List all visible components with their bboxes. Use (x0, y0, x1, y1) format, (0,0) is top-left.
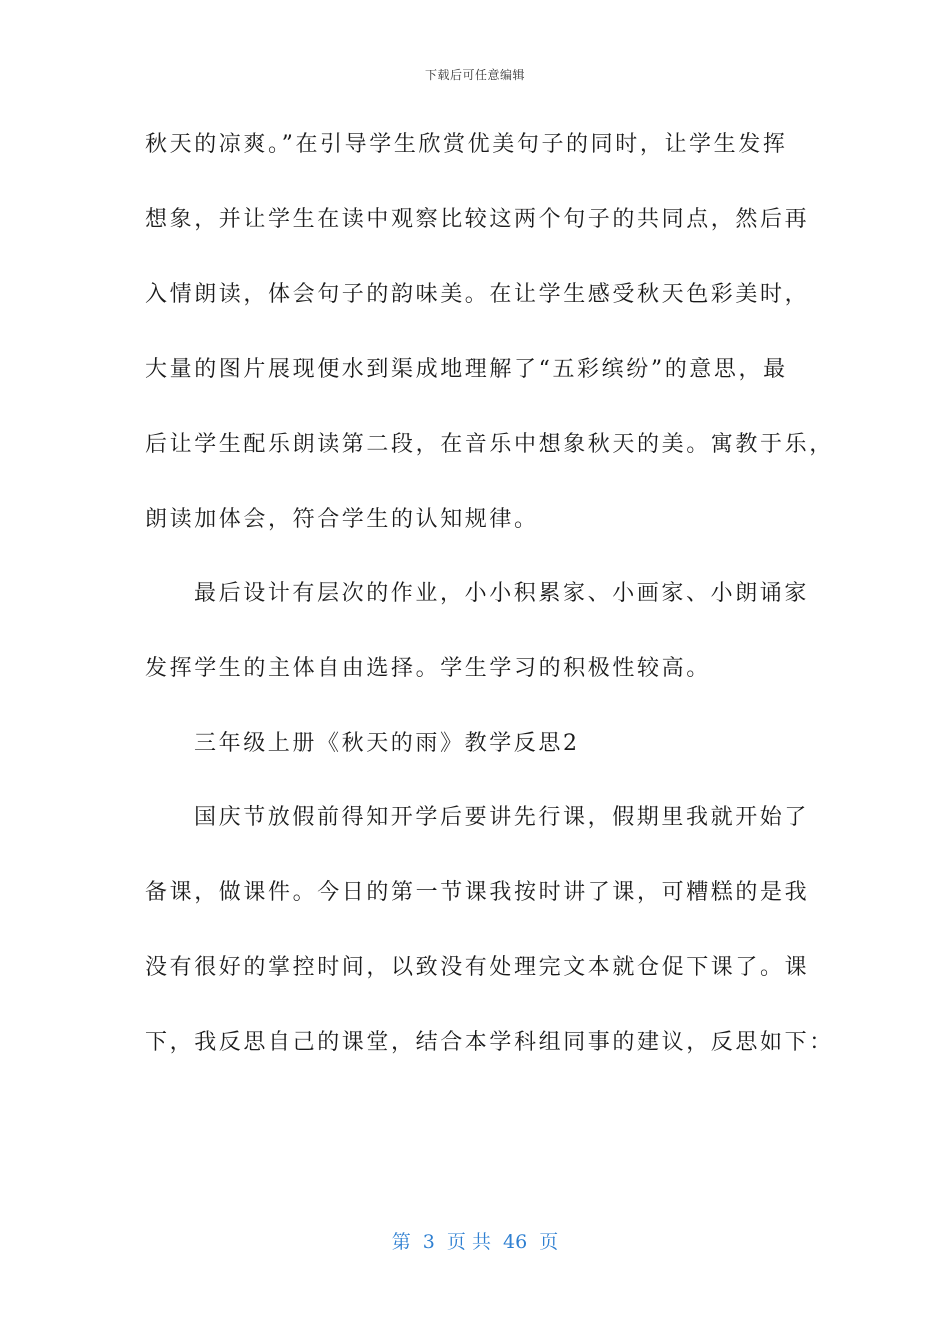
footer-total-pages: 46 (503, 1231, 528, 1253)
body-line: 发挥学生的主体自由选择。学生学习的积极性较高。 (145, 656, 711, 681)
body-line: 后让学生配乐朗读第二段，在音乐中想象秋天的美。寓教于乐， (145, 432, 834, 457)
footer-label-of: 页 共 (446, 1231, 491, 1253)
body-line: 大量的图片展现便水到渠成地理解了“五彩缤纷”的意思，最 (145, 357, 788, 382)
body-line: 国庆节放假前得知开学后要讲先行课，假期里我就开始了 (194, 805, 810, 830)
footer-current-page: 3 (422, 1231, 435, 1253)
footer-label-pages: 页 (539, 1231, 559, 1253)
page-header-note: 下载后可任意编辑 (424, 68, 525, 82)
body-line: 下，我反思自己的课堂，结合本学科组同事的建议，反思如下： (145, 1030, 834, 1055)
page-footer (0, 1227, 950, 1254)
section-title: 三年级上册《秋天的雨》教学反思2 (194, 731, 580, 756)
body-line: 最后设计有层次的作业，小小积累家、小画家、小朗诵家 (194, 581, 810, 606)
body-line: 没有很好的掌控时间，以致没有处理完文本就仓促下课了。课 (145, 955, 810, 980)
body-line: 秋天的凉爽。”在引导学生欣赏优美句子的同时，让学生发挥 (145, 132, 788, 157)
body-line: 想象，并让学生在读中观察比较这两个句子的共同点，然后再 (145, 207, 810, 232)
body-line: 入情朗读，体会句子的韵味美。在让学生感受秋天色彩美时， (145, 282, 810, 307)
body-line: 朗读加体会，符合学生的认知规律。 (145, 507, 539, 532)
body-line: 备课，做课件。今日的第一节课我按时讲了课，可糟糕的是我 (145, 880, 810, 905)
footer-label-page: 第 (391, 1231, 411, 1253)
